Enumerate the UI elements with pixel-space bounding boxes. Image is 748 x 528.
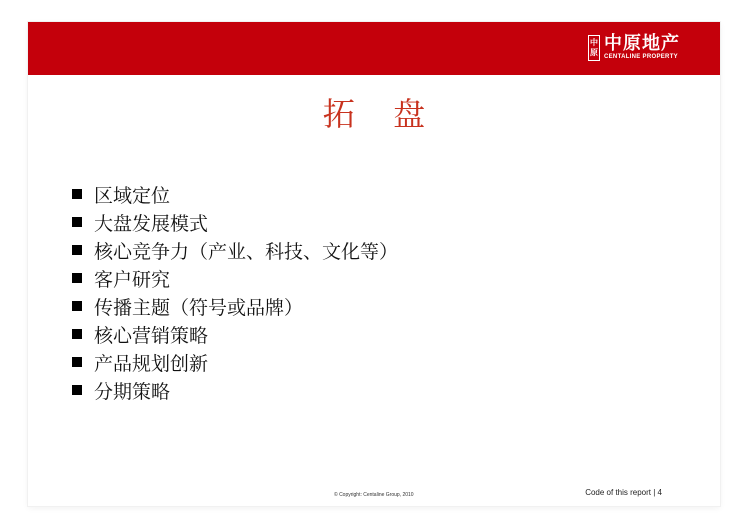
bullet-item — [72, 236, 398, 264]
square-bullet-icon — [72, 217, 82, 227]
bullet-text: 客户研究 — [94, 268, 171, 291]
bullet-text: 区域定位 — [94, 184, 171, 207]
bullet-list — [72, 180, 398, 404]
bullet-item — [72, 348, 398, 376]
header-banner — [28, 22, 720, 75]
bullet-item — [72, 320, 398, 348]
square-bullet-icon — [72, 329, 82, 339]
square-bullet-icon — [72, 301, 82, 311]
centaline-logo — [588, 33, 680, 63]
bullet-item — [72, 208, 398, 236]
copyright-text: © Copyright: Centaline Group, 2010 — [334, 492, 414, 498]
bullet-text: 传播主题（符号或品牌） — [94, 296, 304, 319]
square-bullet-icon — [72, 245, 82, 255]
bullet-item — [72, 180, 398, 208]
slide-title: 拓 盘 — [322, 95, 440, 133]
logo-text — [604, 35, 680, 61]
square-bullet-icon — [72, 273, 82, 283]
bullet-text: 产品规划创新 — [94, 352, 209, 375]
square-bullet-icon — [72, 385, 82, 395]
bullet-item — [72, 292, 398, 320]
logo-chinese-name: 中原地产 — [604, 33, 680, 54]
logo-english-name: CENTALINE PROPERTY — [604, 54, 678, 60]
bullet-text: 核心竞争力（产业、科技、文化等） — [94, 240, 399, 263]
logo-mark-char-1: 中 — [590, 38, 598, 47]
report-code-page-number: Code of this report | 4 — [585, 488, 662, 497]
bullet-text: 大盘发展模式 — [94, 212, 209, 235]
bullet-item — [72, 264, 398, 292]
logo-mark-icon — [588, 35, 600, 61]
bullet-text: 分期策略 — [94, 380, 171, 403]
bullet-text: 核心营销策略 — [94, 324, 209, 347]
square-bullet-icon — [72, 357, 82, 367]
slide — [28, 22, 720, 506]
logo-mark-char-2: 原 — [590, 48, 598, 57]
square-bullet-icon — [72, 189, 82, 199]
bullet-item — [72, 376, 398, 404]
